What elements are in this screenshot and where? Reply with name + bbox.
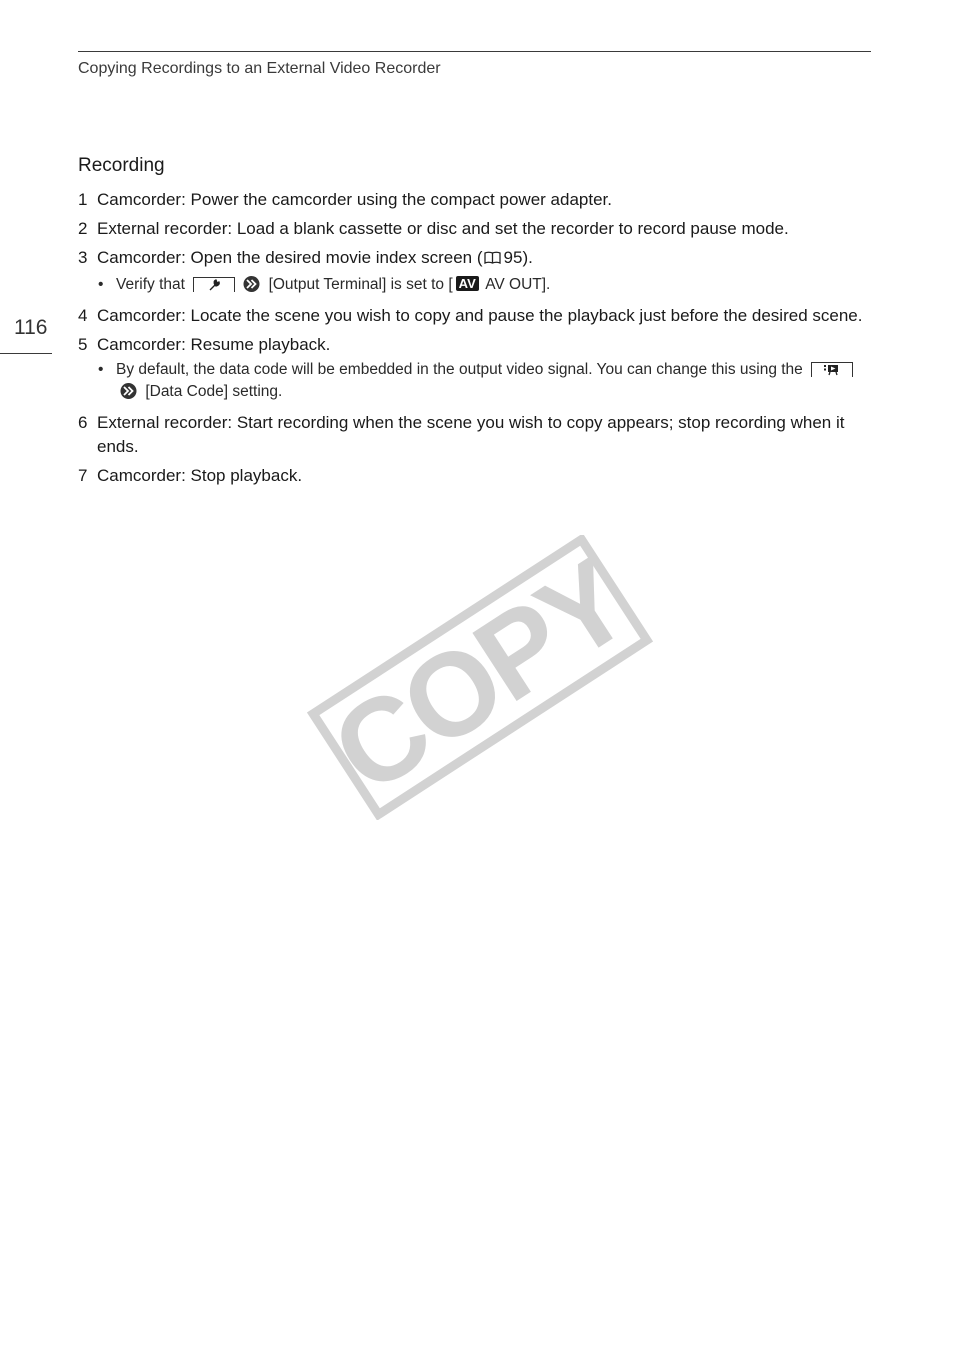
double-chevron-right-icon	[120, 383, 137, 406]
step-text: Camcorder: Stop playback.	[97, 466, 303, 485]
section-title: Recording	[78, 155, 165, 176]
double-chevron-right-icon	[243, 276, 260, 299]
step-2	[78, 217, 868, 241]
watermark-text: COPY	[310, 535, 650, 820]
book-icon	[484, 248, 501, 272]
step-text: External recorder: Load a blank cassette or disc and set the recorder to record pause mode.	[97, 219, 789, 238]
step-number: 3	[78, 248, 88, 267]
step-text: ).	[522, 248, 533, 267]
header-rule	[78, 51, 871, 52]
step-text: Camcorder: Resume playback.	[97, 335, 331, 354]
step-number: 2	[78, 219, 88, 238]
step-number: 5	[78, 335, 88, 354]
playback-settings-icon	[811, 362, 853, 377]
step-7	[78, 464, 868, 488]
copy-watermark	[305, 535, 655, 820]
note-step-3	[78, 274, 868, 299]
page-reference[interactable]: 95	[503, 248, 523, 267]
page-number-rule	[0, 353, 52, 354]
procedure-steps	[78, 188, 868, 493]
step-text: Camcorder: Power the camcorder using the compact power adapter.	[97, 190, 612, 209]
note-step-5	[78, 359, 868, 406]
step-text: Camcorder: Locate the scene you wish to copy and pause the playback just before the desired scene.	[97, 306, 863, 325]
step-5	[78, 333, 868, 357]
running-header: Copying Recordings to an External Video Recorder	[78, 60, 441, 77]
step-4	[78, 304, 868, 328]
step-1	[78, 188, 868, 212]
step-number: 7	[78, 466, 88, 485]
note-text: AV OUT].	[485, 276, 551, 293]
page-number: 116	[14, 316, 48, 339]
setting-text: [Output Terminal] is set to [	[268, 276, 453, 293]
av-badge: AV	[456, 276, 479, 291]
step-number: 4	[78, 306, 88, 325]
note-text: By default, the data code will be embedded in the output video signal. You can change this using the	[116, 361, 803, 378]
step-3	[78, 246, 868, 272]
step-number: 1	[78, 190, 88, 209]
bullet: •	[98, 276, 104, 293]
step-6	[78, 411, 868, 459]
step-text: Camcorder: Open the desired movie index screen (	[97, 248, 483, 267]
step-number: 6	[78, 413, 88, 432]
step-text: External recorder: Start recording when the scene you wish to copy appears; stop recording when it ends.	[97, 413, 845, 456]
wrench-icon	[193, 277, 235, 292]
setting-text: [Data Code] setting.	[145, 383, 283, 400]
note-text: Verify that	[116, 276, 185, 293]
bullet: •	[98, 361, 104, 378]
